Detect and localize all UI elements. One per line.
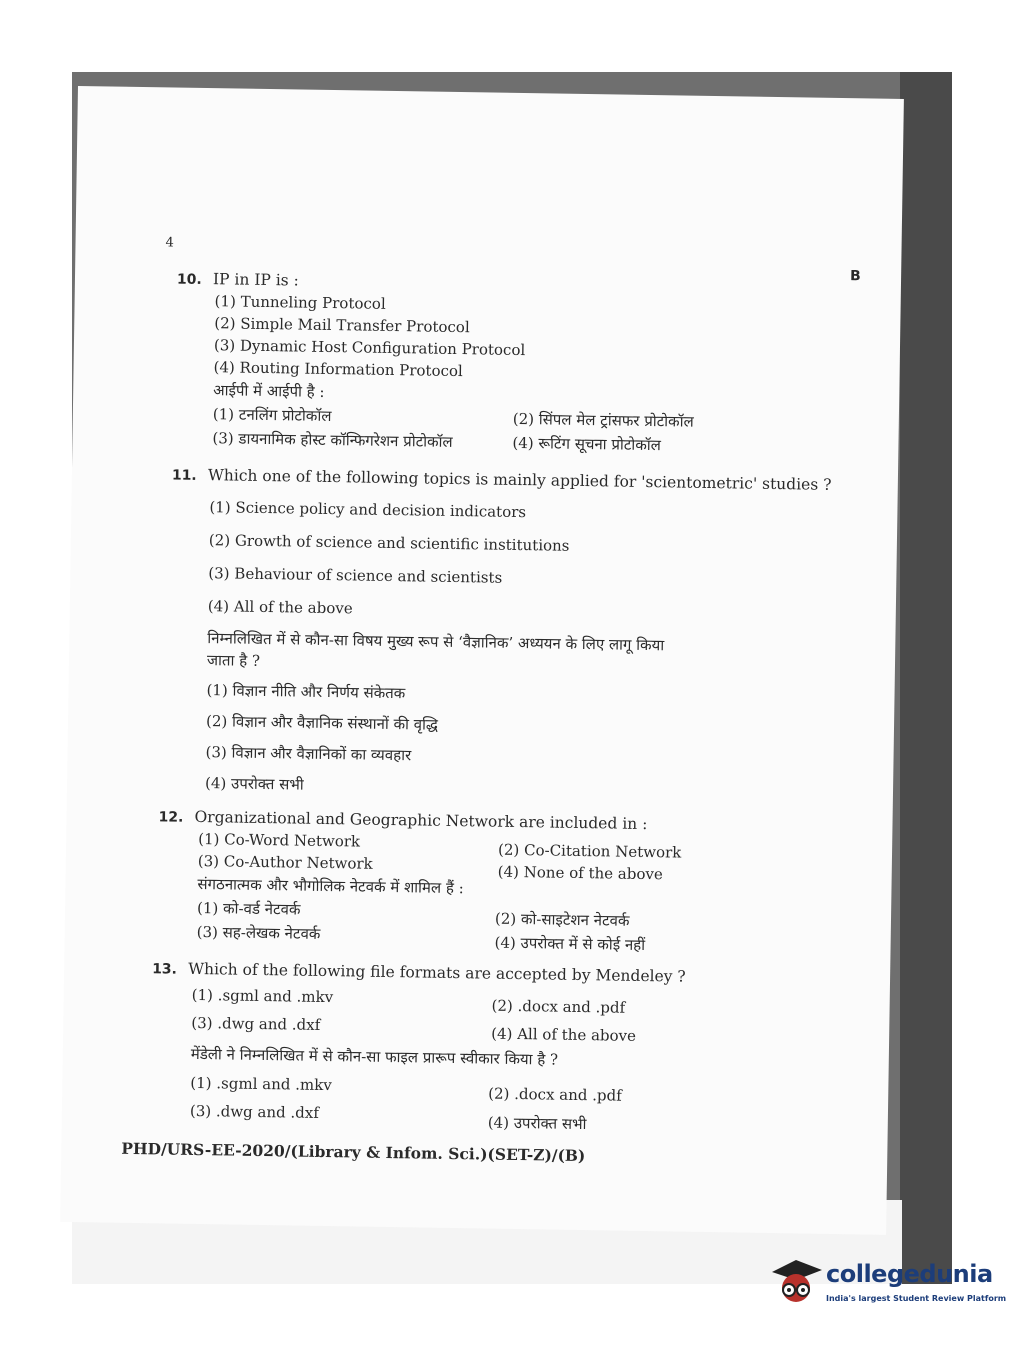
option: (2) Simple Mail Transfer Protocol bbox=[214, 314, 470, 337]
option-hindi: (4) उपरोक्त में से कोई नहीं bbox=[494, 933, 646, 955]
option: (3) Co-Author Network bbox=[197, 851, 373, 873]
option-hindi: (3) सह-लेखक नेटवर्क bbox=[196, 922, 321, 943]
option: (4) All of the above bbox=[491, 1024, 637, 1045]
question-number: 11. bbox=[171, 467, 197, 484]
option: (3) Dynamic Host Configuration Protocol bbox=[213, 336, 526, 360]
question-text: IP in IP is : bbox=[212, 270, 300, 290]
option-hindi: (4) उपरोक्त सभी bbox=[204, 774, 304, 794]
brand-name: collegedunia bbox=[826, 1260, 993, 1288]
option: (1) Tunneling Protocol bbox=[214, 292, 386, 313]
question-text: Which one of the following topics is mainly applied for 'scientometric' studies ? bbox=[207, 466, 832, 494]
option: (2) .docx and .pdf bbox=[491, 996, 626, 1017]
option-hindi: (4) उपरोक्त सभी bbox=[487, 1113, 587, 1134]
question-text-hindi: संगठनात्मक और भौगोलिक नेटवर्क में शामिल हैं : bbox=[197, 874, 464, 898]
option-hindi: (3) विज्ञान और वैज्ञानिकों का व्यवहार bbox=[205, 743, 412, 765]
option: (4) Routing Information Protocol bbox=[213, 358, 463, 381]
question-text-hindi: मेंडेली ने निम्नलिखित में से कौन-सा फाइल प्रारूप स्वीकार किया है ? bbox=[190, 1044, 559, 1069]
question-number: 10. bbox=[176, 271, 202, 288]
option-hindi: (1) को-वर्ड नेटवर्क bbox=[196, 898, 301, 919]
set-letter: B bbox=[849, 268, 861, 285]
option: (3) .dwg and .dxf bbox=[191, 1013, 321, 1034]
mascot-icon bbox=[766, 1254, 824, 1312]
page-number: 4 bbox=[165, 235, 174, 251]
option: (4) All of the above bbox=[207, 597, 353, 618]
option-hindi: (3) .dwg and .dxf bbox=[189, 1101, 319, 1122]
brand-tagline: India's largest Student Review Platform bbox=[826, 1294, 1007, 1303]
collegedunia-watermark bbox=[766, 1254, 1007, 1314]
option-hindi: (1) .sgml and .mkv bbox=[190, 1073, 332, 1095]
question-text-hindi: निम्नलिखित में से कौन-सा विषय मुख्य रूप से ‘वैज्ञानिक’ अध्ययन के लिए लागू किया bbox=[207, 629, 665, 655]
option: (1) Science policy and decision indicators bbox=[209, 498, 527, 522]
question-number: 12. bbox=[158, 809, 184, 826]
option: (2) Growth of science and scientific institutions bbox=[208, 531, 570, 555]
question-10 bbox=[177, 268, 299, 293]
question-13 bbox=[152, 957, 686, 988]
option: (4) None of the above bbox=[497, 862, 663, 884]
option-hindi: (2) .docx and .pdf bbox=[488, 1084, 622, 1105]
option-hindi: (4) रूटिंग सूचना प्रोटोकॉल bbox=[512, 433, 661, 455]
option-hindi: (2) विज्ञान और वैज्ञानिक संस्थानों की वृद्धि bbox=[205, 712, 439, 734]
question-text: Which of the following file formats are accepted by Mendeley ? bbox=[188, 959, 686, 986]
option-hindi: (2) को-साइटेशन नेटवर्क bbox=[494, 909, 630, 930]
question-text-hindi: आईपी में आईपी है : bbox=[213, 381, 325, 401]
question-text: Organizational and Geographic Network are included in : bbox=[194, 807, 648, 834]
question-number: 13. bbox=[152, 961, 178, 978]
option: (1) Co-Word Network bbox=[198, 829, 361, 851]
scan-background-edge bbox=[900, 72, 952, 1284]
option-hindi: (1) विज्ञान नीति और निर्णय संकेतक bbox=[206, 681, 406, 703]
paper-code-footer: PHD/URS-EE-2020/(Library & Infom. Sci.)(SET-Z)/(B) bbox=[121, 1138, 586, 1166]
option: (1) .sgml and .mkv bbox=[191, 985, 334, 1007]
option: (3) Behaviour of science and scientists bbox=[208, 564, 503, 587]
option: (2) Co-Citation Network bbox=[497, 840, 682, 862]
exam-page bbox=[60, 86, 904, 1235]
option-hindi: (1) टनलिंग प्रोटोकॉल bbox=[212, 405, 332, 426]
question-11 bbox=[172, 464, 832, 497]
option-hindi: (3) डायनामिक होस्ट कॉन्फिगरेशन प्रोटोकॉल bbox=[212, 429, 453, 451]
question-text-hindi: जाता है ? bbox=[206, 651, 261, 670]
option-hindi: (2) सिंपल मेल ट्रांसफर प्रोटोकॉल bbox=[512, 409, 694, 431]
